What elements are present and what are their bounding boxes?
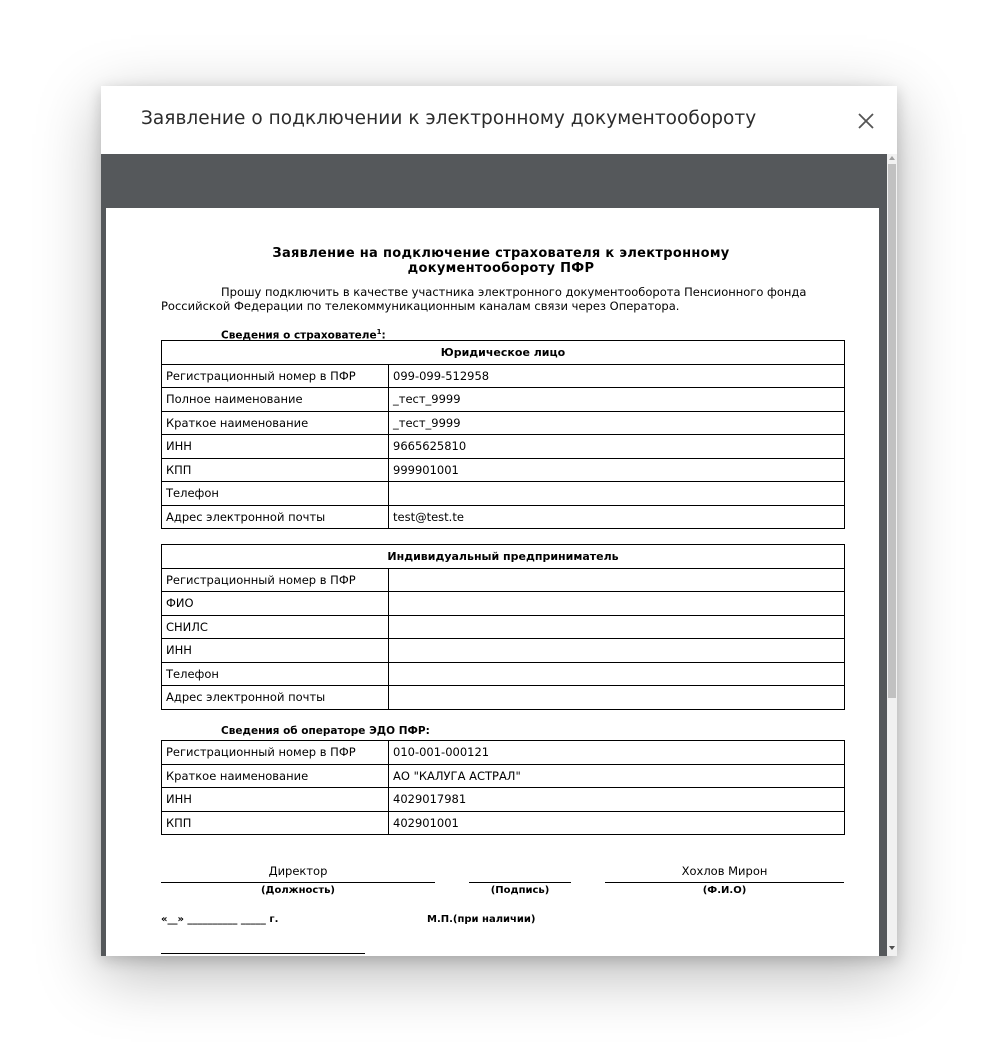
- table-row: [162, 482, 845, 506]
- name-caption: (Ф.И.О): [702, 885, 747, 896]
- row-label: КПП: [162, 811, 389, 835]
- footnote-marker: 1: [376, 328, 382, 336]
- modal-title: Заявление о подключении к электронному документообороту: [141, 108, 757, 129]
- table-row: [162, 592, 845, 616]
- row-label: КПП: [162, 458, 389, 482]
- intro-text: [161, 285, 821, 313]
- footnote-divider: [161, 953, 365, 954]
- position-line: [161, 882, 435, 883]
- vertical-scrollbar[interactable]: [887, 154, 897, 956]
- row-label: Краткое наименование: [162, 764, 389, 788]
- row-value: [389, 639, 845, 663]
- row-label: Регистрационный номер в ПФР: [162, 364, 389, 388]
- row-label: Телефон: [162, 482, 389, 506]
- document-page: [106, 208, 879, 956]
- name-line: [605, 882, 844, 883]
- row-value: [389, 482, 845, 506]
- scroll-thumb[interactable]: [888, 164, 896, 698]
- row-value: _тест_9999: [389, 388, 845, 412]
- operator-section-label: Сведения об операторе ЭДО ПФР:: [221, 725, 430, 737]
- insurer-section-text: Сведения о страхователе: [221, 329, 377, 342]
- scroll-up-arrow-icon[interactable]: [889, 156, 895, 160]
- table-row: [162, 364, 845, 388]
- table-row: [162, 686, 845, 710]
- individual-header-row: [162, 545, 845, 569]
- row-label: Полное наименование: [162, 388, 389, 412]
- row-value: 010-001-000121: [389, 741, 845, 765]
- document-title-line1: Заявление на подключение страхователя к электронному: [272, 246, 730, 261]
- modal-header: [101, 86, 897, 154]
- row-value: _тест_9999: [389, 411, 845, 435]
- close-button[interactable]: [853, 108, 879, 134]
- row-value: 099-099-512958: [389, 364, 845, 388]
- row-label: ФИО: [162, 592, 389, 616]
- table-row: [162, 435, 845, 459]
- row-value: test@test.te: [389, 505, 845, 529]
- close-icon: [853, 108, 879, 134]
- document-title: [186, 246, 816, 276]
- document-title-line2: документообороту ПФР: [407, 261, 595, 276]
- table-row: [162, 662, 845, 686]
- individual-entrepreneur-table: [161, 544, 845, 710]
- row-value: [389, 592, 845, 616]
- legal-entity-header-row: [162, 341, 845, 365]
- row-value: [389, 686, 845, 710]
- table-row: [162, 411, 845, 435]
- table-row: [162, 741, 845, 765]
- signature-line: [469, 882, 571, 883]
- signature-caption: (Подпись): [490, 885, 550, 896]
- row-label: Регистрационный номер в ПФР: [162, 568, 389, 592]
- table-row: [162, 788, 845, 812]
- table-row: [162, 811, 845, 835]
- row-value: 9665625810: [389, 435, 845, 459]
- table-row: [162, 639, 845, 663]
- row-value: [389, 615, 845, 639]
- stamp-label: М.П.(при наличии): [427, 914, 536, 925]
- position-value: Директор: [268, 864, 328, 878]
- table-row: [162, 505, 845, 529]
- intro-line2: Российской Федерации по телекоммуникационным каналам связи через Оператора.: [161, 299, 680, 313]
- legal-entity-table: [161, 340, 845, 529]
- table-row: [162, 388, 845, 412]
- legal-entity-header: Юридическое лицо: [162, 341, 845, 365]
- row-label: СНИЛС: [162, 615, 389, 639]
- table-row: [162, 458, 845, 482]
- document-viewer[interactable]: [101, 154, 887, 956]
- row-label: Адрес электронной почты: [162, 505, 389, 529]
- row-label: ИНН: [162, 639, 389, 663]
- insurer-section-colon: :: [381, 329, 386, 342]
- name-value: Хохлов Мирон: [681, 864, 768, 878]
- row-label: Телефон: [162, 662, 389, 686]
- operator-table: [161, 740, 845, 835]
- date-line: «__» __________ _____ г.: [161, 914, 279, 925]
- scroll-down-arrow-icon[interactable]: [889, 946, 895, 950]
- row-label: Регистрационный номер в ПФР: [162, 741, 389, 765]
- modal-dialog: [101, 86, 897, 956]
- row-value: 402901001: [389, 811, 845, 835]
- table-row: [162, 764, 845, 788]
- individual-header: Индивидуальный предприниматель: [162, 545, 845, 569]
- row-label: Краткое наименование: [162, 411, 389, 435]
- row-value: 4029017981: [389, 788, 845, 812]
- row-value: АО "КАЛУГА АСТРАЛ": [389, 764, 845, 788]
- row-value: [389, 662, 845, 686]
- table-row: [162, 615, 845, 639]
- position-caption: (Должность): [260, 885, 336, 896]
- intro-line1: Прошу подключить в качестве участника электронного документооборота Пенсионного фонда: [221, 285, 807, 299]
- row-label: Адрес электронной почты: [162, 686, 389, 710]
- row-label: ИНН: [162, 435, 389, 459]
- table-row: [162, 568, 845, 592]
- row-value: 999901001: [389, 458, 845, 482]
- row-value: [389, 568, 845, 592]
- row-label: ИНН: [162, 788, 389, 812]
